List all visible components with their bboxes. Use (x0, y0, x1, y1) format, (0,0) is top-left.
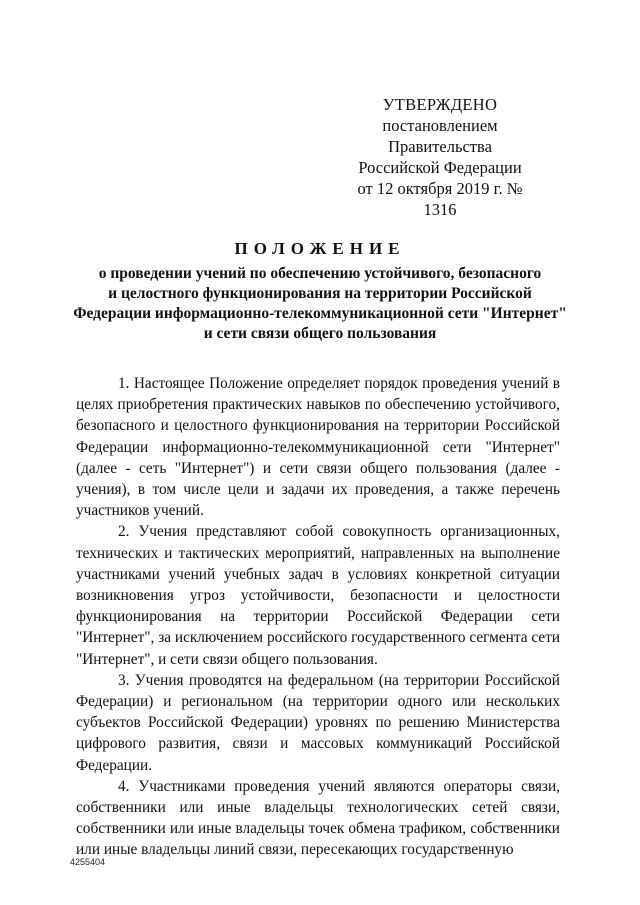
subtitle-line: и сети связи общего пользования (203, 325, 437, 342)
approval-title: УТВЕРЖДЕНО (382, 95, 498, 114)
paragraph-2: 2. Учения представляют собой совокупность организационных, технических и тактических мероприятий, направленных на выполнение участниками учений учебных задач в условиях конкретной ситуации возникновения угроз устойчивости, безопасности и целостности функционирования на территории Российской Федерации сети "Интернет", за исключением российского государственного сегмента сети "Интернет", и сети связи общего пользования. (76, 523, 560, 668)
document-body (76, 373, 560, 861)
paragraph-3: 3. Учения проводятся на федеральном (на территории Российской Федерации) и региональном (на территории одного или нескольких субъектов Российской Федерации) уровнях по решению Министерства цифрового развития, связи и массовых коммуникаций Российской Федерации. (76, 671, 560, 774)
subtitle-line: и целостного функционирования на территории Российской (108, 285, 532, 302)
document-title: ПОЛОЖЕНИЕ (234, 239, 406, 258)
paragraph-4: 4. Участниками проведения учений являются операторы связи, собственники или иные владельцы технологических сетей связи, собственники или иные владельцы точек обмена трафиком, собственники или иные владельцы линий связи, пересекающих государственную (76, 777, 560, 859)
subtitle-line: Федерации информационно-телекоммуникационной сети "Интернет" (73, 305, 567, 322)
approval-block (340, 94, 540, 220)
approval-line-1: постановлением Правительства (382, 116, 498, 156)
document-subtitle (60, 264, 580, 344)
approval-line-3: от 12 октября 2019 г. № 1316 (357, 179, 523, 219)
approval-line-2: Российской Федерации (358, 158, 522, 177)
paragraph-1: 1. Настоящее Положение определяет порядок проведения учений в целях приобретения практических навыков по обеспечению устойчивого, безопасного и целостного функционирования на территории Российской Федерации информационно-телекоммуникационной сети "Интернет" (далее - сеть "Интернет") и сети связи общего пользования (далее - учения), в том числе цели и задачи их проведения, а также перечень участников учений. (76, 375, 560, 520)
document-code: 4255404 (70, 857, 106, 867)
subtitle-line: о проведении учений по обеспечению устойчивого, безопасного (98, 265, 542, 282)
